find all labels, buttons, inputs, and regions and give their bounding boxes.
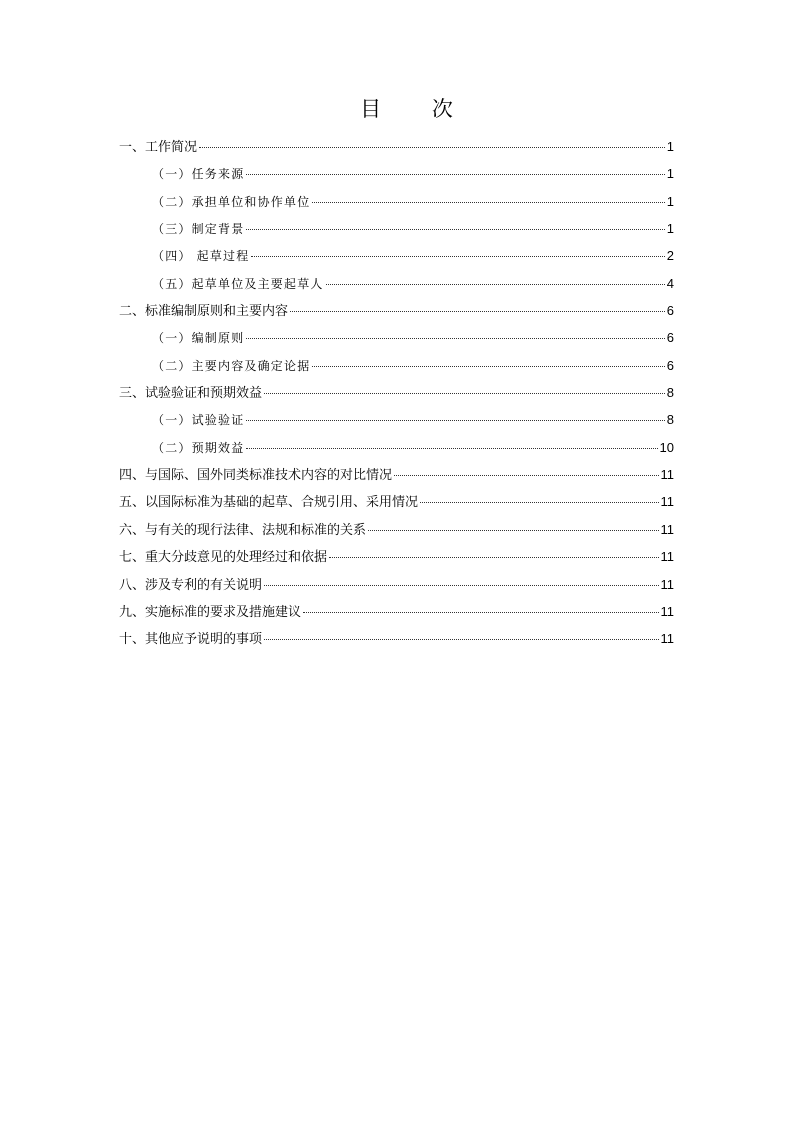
toc-entry-page: 1 <box>666 221 674 237</box>
toc-entry-label: 八、涉及专利的有关说明 <box>119 577 263 593</box>
toc-entry-label: 六、与有关的现行法律、法规和标准的关系 <box>119 522 367 538</box>
toc-entry[interactable] <box>119 133 674 160</box>
toc-dot-leader <box>246 174 664 175</box>
toc-entry-label: 十、其他应予说明的事项 <box>119 632 263 648</box>
toc-entry-page: 2 <box>666 248 674 264</box>
toc-entry-label: 九、实施标准的要求及措施建议 <box>119 604 302 620</box>
toc-entry-page: 11 <box>660 521 674 537</box>
toc-entry[interactable] <box>119 516 674 543</box>
toc-dot-leader <box>329 557 658 558</box>
toc-entry[interactable] <box>119 379 674 406</box>
toc-entry[interactable] <box>119 242 674 269</box>
toc-entry-page: 4 <box>666 275 674 291</box>
toc-entry-label: （三）制定背景 <box>152 222 245 237</box>
toc-dot-leader <box>251 256 664 257</box>
toc-entry[interactable] <box>119 571 674 598</box>
toc-dot-leader <box>246 420 664 421</box>
toc-entry[interactable] <box>119 406 674 433</box>
toc-entry-label: （二）承担单位和协作单位 <box>152 194 311 209</box>
toc-entry-label: （一）任务来源 <box>152 167 245 182</box>
toc-entry-label: 二、标准编制原则和主要内容 <box>119 304 289 320</box>
toc-dot-leader <box>264 585 658 586</box>
toc-entry-page: 11 <box>660 549 674 565</box>
toc-entry-label: 七、重大分歧意见的处理经过和依据 <box>119 550 328 566</box>
toc-dot-leader <box>290 311 665 312</box>
toc-entry[interactable] <box>119 297 674 324</box>
toc-entry-label: （四） 起草过程 <box>152 249 250 264</box>
toc-dot-leader <box>394 475 658 476</box>
toc-entry-label: （二）预期效益 <box>152 440 245 455</box>
toc-entry-page: 8 <box>666 412 674 428</box>
toc-entry[interactable] <box>119 352 674 379</box>
toc-dot-leader <box>303 612 658 613</box>
toc-dot-leader <box>368 530 658 531</box>
toc-entry-page: 11 <box>660 467 674 483</box>
toc-entry-page: 10 <box>659 439 674 455</box>
toc-entry[interactable] <box>119 188 674 215</box>
toc-entry-label: （二）主要内容及确定论据 <box>152 358 311 373</box>
toc-entry-label: （一）试验验证 <box>152 413 245 428</box>
toc-entry-page: 11 <box>660 603 674 619</box>
toc-title: 目 次 <box>360 97 475 121</box>
toc-dot-leader <box>246 229 664 230</box>
toc-dot-leader <box>199 147 665 148</box>
toc-dot-leader <box>420 502 658 503</box>
toc-entry-label: （五）起草单位及主要起草人 <box>152 276 324 291</box>
toc-entry[interactable] <box>119 488 674 515</box>
toc-entry-page: 1 <box>666 193 674 209</box>
toc-entry[interactable] <box>119 625 674 652</box>
toc-entry-label: （一）编制原则 <box>152 331 245 346</box>
toc-dot-leader <box>246 448 657 449</box>
toc-entry-page: 11 <box>660 576 674 592</box>
toc-entry-label: 四、与国际、国外同类标准技术内容的对比情况 <box>119 468 393 484</box>
toc-entry-page: 11 <box>660 631 674 647</box>
toc-list <box>119 133 674 653</box>
toc-entry-page: 1 <box>666 139 674 154</box>
toc-entry-page: 6 <box>666 330 674 346</box>
toc-entry[interactable] <box>119 434 674 461</box>
toc-dot-leader <box>264 393 665 394</box>
toc-entry-page: 1 <box>666 166 674 182</box>
toc-entry-page: 11 <box>660 494 674 510</box>
toc-dot-leader <box>312 366 664 367</box>
toc-dot-leader <box>264 639 658 640</box>
toc-entry[interactable] <box>119 270 674 297</box>
toc-entry-label: 五、以国际标准为基础的起草、合规引用、采用情况 <box>119 495 419 511</box>
toc-dot-leader <box>246 338 664 339</box>
toc-entry-page: 8 <box>666 385 674 401</box>
toc-entry[interactable] <box>119 160 674 187</box>
toc-entry[interactable] <box>119 461 674 488</box>
toc-entry-page: 6 <box>666 303 674 319</box>
toc-entry-label: 三、试验验证和预期效益 <box>119 386 263 402</box>
toc-entry[interactable] <box>119 324 674 351</box>
toc-entry-page: 6 <box>666 357 674 373</box>
toc-dot-leader <box>312 202 664 203</box>
toc-entry[interactable] <box>119 543 674 570</box>
toc-entry[interactable] <box>119 598 674 625</box>
toc-entry-label: 一、工作简况 <box>119 140 198 155</box>
toc-dot-leader <box>326 284 665 285</box>
toc-entry[interactable] <box>119 215 674 242</box>
